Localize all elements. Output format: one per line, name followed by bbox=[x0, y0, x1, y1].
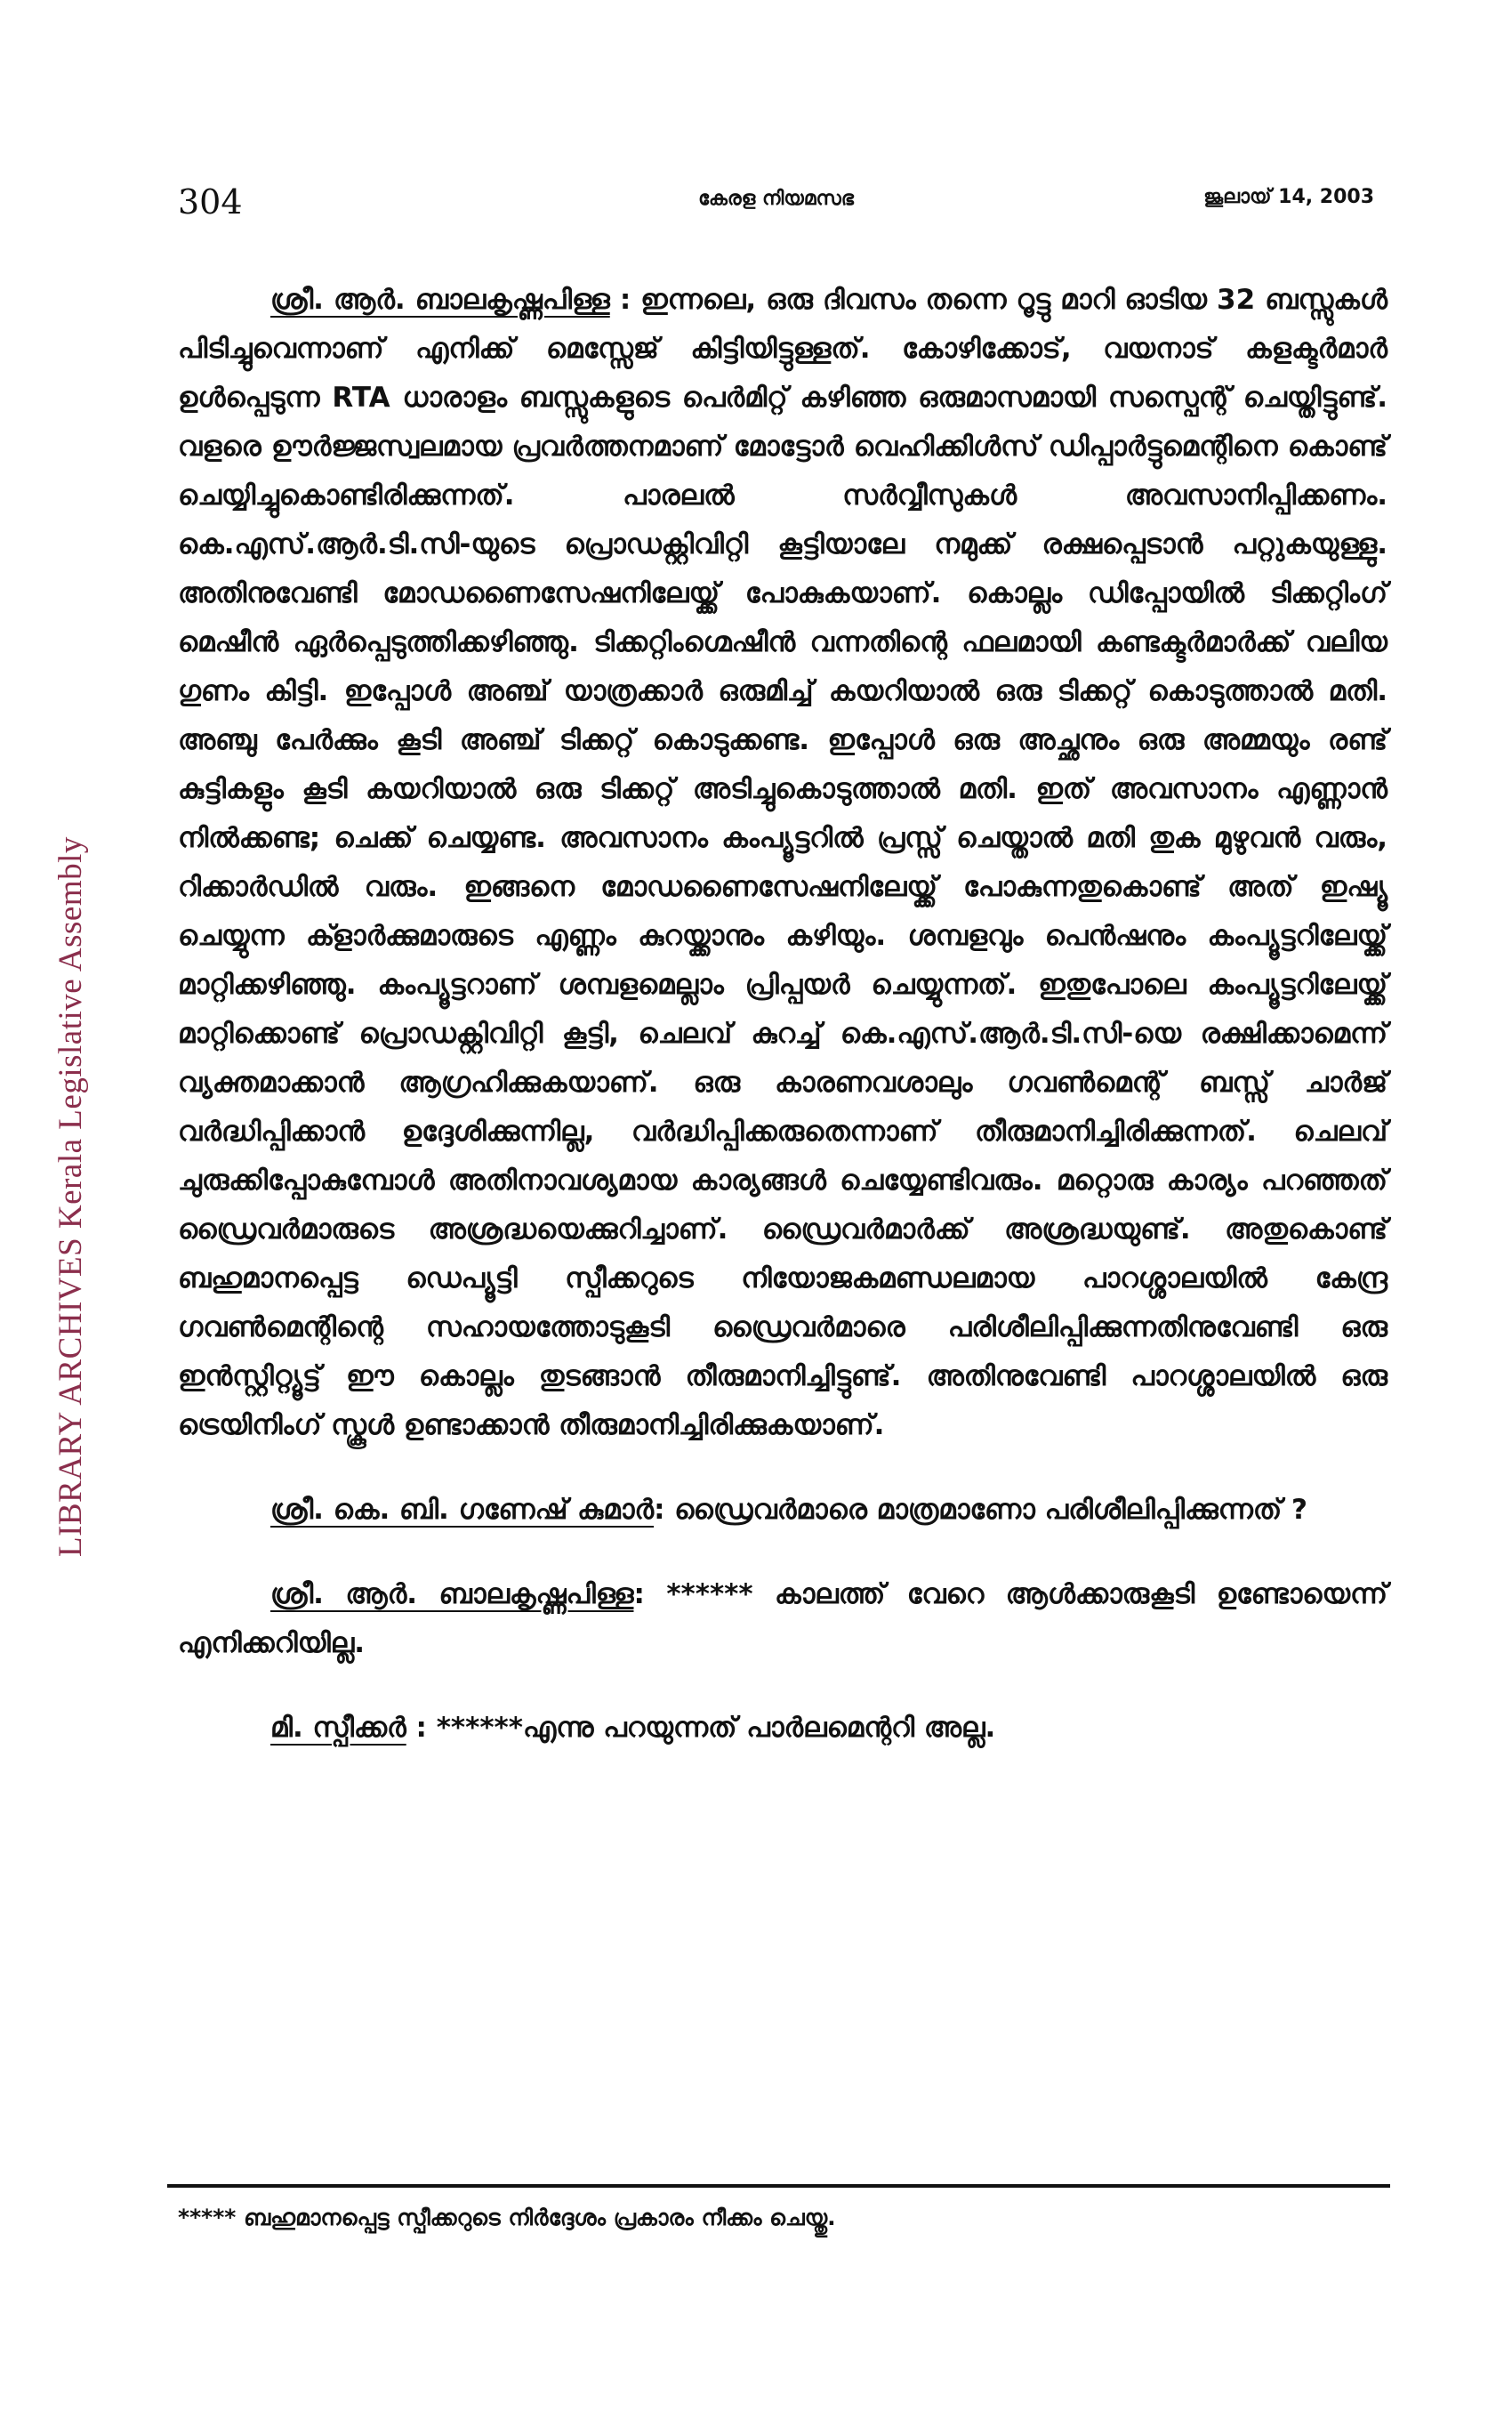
speech-text: ******എന്നു പറയുന്നത് പാർലമെന്ററി അല്ല. bbox=[436, 1712, 996, 1744]
footnote-divider bbox=[167, 2184, 1390, 2188]
proceedings-body bbox=[178, 276, 1387, 1788]
speech-paragraph-3 bbox=[178, 1570, 1387, 1668]
speaker-separator: : bbox=[406, 1712, 437, 1744]
speaker-name: ശ്രീ. കെ. ബി. ഗണേഷ് കുമാർ bbox=[270, 1494, 655, 1526]
speaker-name: മി. സ്പീക്കർ bbox=[270, 1712, 406, 1744]
speech-paragraph-1 bbox=[178, 276, 1387, 1450]
speech-paragraph-4 bbox=[178, 1704, 1387, 1753]
speaker-separator: : bbox=[633, 1578, 667, 1610]
page-header bbox=[178, 182, 1374, 236]
header-date: ജൂലായ് 14, 2003 bbox=[1203, 186, 1374, 208]
speaker-name: ശ്രീ. ആർ. ബാലകൃഷ്ണപിള്ള bbox=[270, 284, 610, 316]
speaker-name: ശ്രീ. ആർ. ബാലകൃഷ്ണപിള്ള bbox=[270, 1578, 634, 1610]
library-archives-watermark: LIBRARY ARCHIVES Kerala Legislative Assembly bbox=[52, 836, 89, 1557]
page-number: 304 bbox=[178, 182, 243, 222]
footnote: ***** ബഹുമാനപ്പെട്ട സ്പീക്കറുടെ നിർദ്ദേശം പ്രകാരം നീക്കം ചെയ്തു. bbox=[178, 2205, 836, 2230]
running-title: കേരള നിയമസഭ bbox=[698, 188, 854, 210]
speech-text: ഡ്രൈവർമാരെ മാത്രമാണോ പരിശീലിപ്പിക്കുന്നത് ? bbox=[674, 1494, 1307, 1526]
speaker-separator: : bbox=[609, 284, 641, 316]
speaker-separator: : bbox=[654, 1494, 675, 1526]
speech-text: ഇന്നലെ, ഒരു ദിവസം തന്നെ റൂട്ടു മാറി ഓടിയ 32 ബസ്സുകൾ പിടിച്ചുവെന്നാണ് എനിക്ക് മെസ്സേജ് കിട്ടിയിട്ടുള്ളത്. കോഴിക്കോട്, വയനാട് കളക്ടർമാർ ഉൾപ്പെടുന്ന RTA ധാരാളം ബസ്സുകളുടെ പെർമിറ്റ് കഴിഞ്ഞ ഒരുമാസമായി സസ്പെന്റ് ചെയ്തിട്ടുണ്ട്. വളരെ ഊർജ്ജസ്വലമായ പ്രവർത്തനമാണ് മോട്ടോർ വെഹിക്കിൾസ് ഡിപ്പാർട്ടുമെന്റിനെ കൊണ്ട് ചെയ്യിച്ചുകൊണ്ടിരിക്കുന്നത്. പാരലൽ സർവ്വീസുകൾ അവസാനിപ്പിക്കണം. കെ.എസ്.ആർ.ടി.സി-യുടെ പ്രൊഡക്റ്റിവിറ്റി കൂട്ടിയാലേ നമുക്ക് രക്ഷപ്പെടാൻ പറ്റുകയുള്ളു. അതിനുവേണ്ടി മോഡണൈസേഷനിലേയ്ക്ക് പോകുകയാണ്. കൊല്ലം ഡിപ്പോയിൽ ടിക്കറ്റിംഗ് മെഷീൻ ഏർപ്പെടുത്തിക്കഴിഞ്ഞു. ടിക്കറ്റിംഗ്മെഷീൻ വന്നതിന്റെ ഫലമായി കണ്ടക്ടർമാർക്ക് വലിയ ഗുണം കിട്ടി. ഇപ്പോൾ അഞ്ച് യാത്രക്കാർ ഒരുമിച്ച് കയറിയാൽ ഒരു ടിക്കറ്റ് കൊടുത്താൽ മതി. അഞ്ചു പേർക്കും കൂടി അഞ്ച് ടിക്കറ്റ് കൊടുക്കണ്ട. ഇപ്പോൾ ഒരു അച്ഛനും ഒരു അമ്മയും രണ്ട് കുട്ടികളും കൂടി കയറിയാൽ ഒരു ടിക്കറ്റ് അടിച്ചുകൊടുത്താൽ മതി. ഇത് അവസാനം എണ്ണാൻ നിൽക്കണ്ട; ചെക്ക് ചെയ്യണ്ട. അവസാനം കംപ്യൂട്ടറിൽ പ്രസ്സ് ചെയ്താൽ മതി തുക മുഴുവൻ വരും, റിക്കാർഡിൽ വരും. ഇങ്ങനെ മോഡണൈസേഷനിലേയ്ക്ക് പോകുന്നതുകൊണ്ട് അത് ഇഷ്യൂ ചെയ്യുന്ന ക്ളാർക്കുമാരുടെ എണ്ണം കുറയ്ക്കാനും കഴിയും. ശമ്പളവും പെൻഷനും കംപ്യൂട്ടറിലേയ്ക്ക് മാറ്റിക്കഴിഞ്ഞു. കംപ്യൂട്ടറാണ് ശമ്പളമെല്ലാം പ്രിപ്പയർ ചെയ്യുന്നത്. ഇതുപോലെ കംപ്യൂട്ടറിലേയ്ക്ക് മാറ്റിക്കൊണ്ട് പ്രൊഡക്റ്റിവിറ്റി കൂട്ടി, ചെലവ് കുറച്ച് കെ.എസ്.ആർ.ടി.സി-യെ രക്ഷിക്കാമെന്ന് വ്യക്തമാക്കാൻ ആഗ്രഹിക്കുകയാണ്. ഒരു കാരണവശാലും ഗവൺമെന്റ് ബസ്സ് ചാർജ് വർദ്ധിപ്പിക്കാൻ ഉദ്ദേശിക്കുന്നില്ല, വർദ്ധിപ്പിക്കരുതെന്നാണ് തീരുമാനിച്ചിരിക്കുന്നത്. ചെലവ് ചുരുക്കിപ്പോകുമ്പോൾ അതിനാവശ്യമായ കാര്യങ്ങൾ ചെയ്യേണ്ടിവരും. മറ്റൊരു കാര്യം പറഞ്ഞത് ഡ്രൈവർമാരുടെ അശ്രദ്ധയെക്കുറിച്ചാണ്. ഡ്രൈവർമാർക്ക് അശ്രദ്ധയുണ്ട്. അതുകൊണ്ട് ബഹുമാനപ്പെട്ട ഡെപ്യൂട്ടി സ്പീക്കറുടെ നിയോജകമണ്ഡലമായ പാറശ്ശാലയിൽ കേന്ദ്ര ഗവൺമെന്റിന്റെ സഹായത്തോടുകൂടി ഡ്രൈവർമാരെ പരിശീലിപ്പിക്കുന്നതിനുവേണ്ടി ഒരു ഇൻസ്റ്റിറ്റ്യൂട്ട് ഈ കൊല്ലം തുടങ്ങാൻ തീരുമാനിച്ചിട്ടുണ്ട്. അതിനുവേണ്ടി പാറശ്ശാലയിൽ ഒരു ട്രെയിനിംഗ് സ്കൂൾ ഉണ്ടാക്കാൻ തീരുമാനിച്ചിരിക്കുകയാണ്. bbox=[178, 284, 1387, 1441]
speech-paragraph-2 bbox=[178, 1486, 1387, 1535]
speech-text: ****** കാലത്ത് വേറെ ആൾക്കാരുകൂടി ഉണ്ടോയെന്ന് എനിക്കറിയില്ല. bbox=[178, 1578, 1387, 1659]
